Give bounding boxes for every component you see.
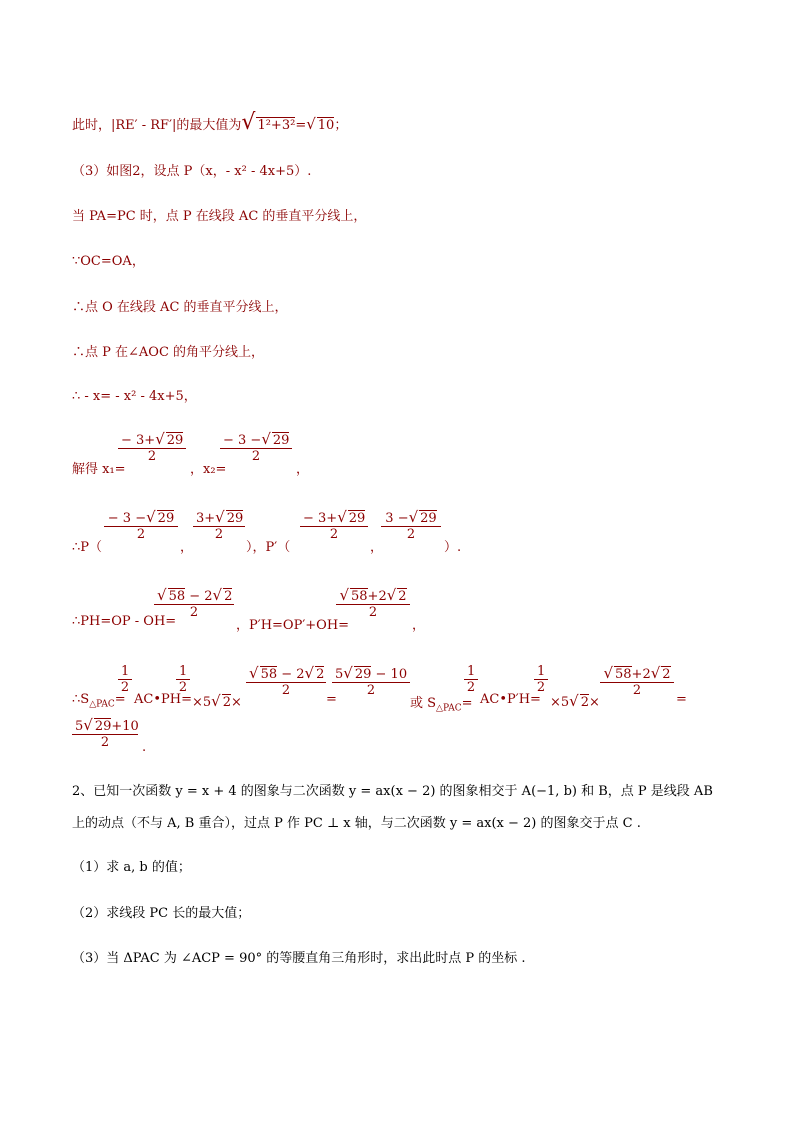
fraction-area-2 — [332, 664, 410, 698]
ph-end: ， — [412, 618, 426, 633]
fraction-half-2 — [176, 664, 190, 695]
denominator: 2 — [281, 683, 291, 698]
solution-line-2: （3）如图2，设点 P（x，- x² - 4x+5）. — [72, 164, 312, 179]
radicand: 2 — [224, 589, 233, 604]
denominator: 2 — [214, 527, 224, 542]
radical-sign: √ — [212, 586, 223, 604]
fraction-pph — [336, 586, 410, 620]
fraction-area-3 — [600, 664, 674, 698]
q2-part-3: （3）当 ΔPAC 为 ∠ACP = 90° 的等腰直角三角形时，求出此时点 P 的坐标 . — [72, 951, 526, 966]
area-eq3: = — [676, 692, 687, 707]
radicand: 58 — [351, 589, 368, 604]
ph-sep: ，P′H=OP′+OH= — [236, 618, 350, 633]
points-mid: ），P′（ — [246, 540, 291, 555]
solve-end: ， — [296, 462, 310, 477]
num-text: − 2 — [277, 667, 305, 682]
denominator: 2 — [632, 683, 642, 698]
q2-part-1: （1）求 a, b 的值； — [72, 860, 191, 875]
s-subscript: △PAC — [89, 699, 115, 710]
solve-label: 解得 x₁= — [72, 462, 126, 477]
radical-sign: √ — [83, 716, 93, 734]
radicand: 58 — [615, 667, 632, 682]
num-text: − 3 − — [223, 433, 262, 448]
num-text: − 10 — [371, 667, 408, 682]
denominator: 2 — [147, 449, 157, 464]
radical-sign: √ — [343, 664, 353, 682]
denominator: 2 — [100, 735, 110, 750]
radicand: 29 — [166, 433, 184, 448]
radicand: 1²+3² — [257, 118, 296, 133]
fraction-pa — [104, 508, 178, 542]
q2-line-1: 2、已知一次函数 y = x + 4 的图象与二次函数 y = ax(x − 2) 的图象相交于 A(−1, b) 和 B，点 P 是线段 AB — [72, 784, 713, 799]
num-text: +10 — [111, 719, 139, 734]
area-end: . — [142, 740, 147, 755]
numerator: 1 — [467, 664, 476, 679]
radicand: 2 — [316, 667, 325, 682]
radicand: 2 — [222, 695, 232, 710]
denominator: 2 — [189, 605, 199, 620]
area-t2: AC•P′H= — [480, 692, 541, 707]
points-end: ）. — [444, 540, 462, 555]
radicand: 58 — [260, 667, 278, 682]
radicand: 58 — [168, 589, 186, 604]
fraction-pd — [381, 508, 441, 542]
radical-sign: √ — [603, 664, 613, 682]
radicand: 29 — [226, 511, 244, 526]
times: × — [589, 695, 600, 710]
denominator: 2 — [406, 527, 416, 542]
fraction-pb — [193, 508, 245, 542]
numerator: 1 — [121, 664, 130, 679]
denominator: 2 — [178, 680, 188, 695]
radicand: 29 — [157, 511, 175, 526]
num-text: 3+ — [196, 511, 216, 526]
solution-line-7: ∴ - x= - x² - 4x+5， — [72, 389, 197, 404]
radicand: 29 — [272, 433, 290, 448]
solution-line-4: ∵OC=OA， — [72, 254, 145, 269]
radical-sign: √ — [249, 664, 259, 682]
radicand-10: 10 — [317, 118, 335, 133]
num-text: +2 — [631, 667, 651, 682]
denominator: 2 — [368, 605, 378, 620]
solution-line-5: ∴点 O 在线段 AC 的垂直平分线上， — [72, 300, 288, 315]
radicand: 29 — [354, 667, 372, 682]
q2-part-2: （2）求线段 PC 长的最大值； — [72, 906, 251, 921]
radicand: 2 — [662, 667, 671, 682]
radicand: 2 — [580, 695, 590, 710]
numerator: 1 — [537, 664, 546, 679]
ph-label: ∴PH=OP - OH= — [72, 614, 177, 629]
fraction-half-3 — [464, 664, 478, 695]
radicand: 29 — [420, 511, 437, 526]
fraction-area-1 — [246, 664, 326, 698]
q2-line-2: 上的动点（不与 A, B 重合），过点 P 作 PC ⊥ x 轴，与二次函数 y = ax(x − 2) 的图象交于点 C . — [72, 816, 641, 831]
radical-sign: √ — [386, 586, 397, 604]
points-comma-1: ， — [180, 540, 194, 555]
denominator: 2 — [329, 527, 339, 542]
radical-sign: √ — [146, 508, 156, 526]
radical-sign: √ — [304, 664, 315, 682]
radicand: 29 — [94, 719, 112, 734]
equals: = — [461, 696, 473, 711]
radical-sign: √ — [306, 115, 316, 133]
num-text: − 3+ — [303, 511, 338, 526]
radical-sign: √ — [215, 508, 225, 526]
radicand: 2 — [398, 589, 407, 604]
radical-sign: √ — [211, 692, 221, 710]
fraction-x2 — [220, 430, 292, 464]
num-text: − 3 − — [107, 511, 147, 526]
radical-sign: √ — [337, 508, 347, 526]
num-text: 3 − — [385, 511, 409, 526]
num-text: 5 — [335, 667, 344, 682]
points-comma-2: ， — [370, 540, 384, 555]
solution-line-1 — [72, 110, 347, 135]
denominator: 2 — [466, 680, 476, 695]
times-5: ×5 — [550, 695, 570, 710]
s-subscript: △PAC — [436, 703, 462, 714]
fraction-ph — [154, 586, 234, 620]
num-text: 5 — [75, 719, 84, 734]
solution-line-3: 当 PA=PC 时，点 P 在线段 AC 的垂直平分线上， — [72, 209, 367, 224]
area-eq2: = — [326, 692, 337, 707]
equals: = — [114, 692, 126, 707]
numerator: 1 — [179, 664, 188, 679]
fraction-pc — [300, 508, 368, 542]
equals: = — [295, 118, 307, 133]
radical-sign: √ — [339, 586, 349, 604]
area-times5-2 — [550, 692, 600, 710]
text-prefix: 此时，|RE′ - RF′|的最大值为 — [72, 118, 242, 133]
semicolon: ； — [334, 118, 348, 133]
fraction-x1 — [118, 430, 186, 464]
area-times5 — [192, 692, 242, 710]
radical-sign: √ — [569, 692, 579, 710]
area-t1: AC•PH= — [134, 692, 192, 707]
solve-sep: ，x₂= — [190, 462, 227, 477]
radical-sign: √ — [155, 430, 165, 448]
num-text: +2 — [367, 589, 387, 604]
denominator: 2 — [251, 449, 261, 464]
s-label: ∴S — [72, 692, 90, 707]
denominator: 2 — [120, 680, 130, 695]
fraction-half-1 — [118, 664, 132, 695]
radicand: 29 — [348, 511, 366, 526]
radical-sign: √ — [261, 430, 271, 448]
radical-sign: √ — [241, 110, 256, 135]
num-text: − 2 — [185, 589, 213, 604]
times: × — [231, 695, 242, 710]
solution-line-6: ∴点 P 在∠AOC 的角平分线上， — [72, 345, 265, 360]
denominator: 2 — [136, 527, 146, 542]
denominator: 2 — [536, 680, 546, 695]
num-text: − 3+ — [121, 433, 156, 448]
area-or — [410, 692, 473, 714]
or-s-label: 或 S — [410, 696, 437, 711]
points-label: ∴P（ — [72, 540, 103, 555]
radical-sign: √ — [408, 508, 419, 526]
denominator: 2 — [366, 683, 376, 698]
radical-sign: √ — [157, 586, 167, 604]
times-5: ×5 — [192, 695, 212, 710]
fraction-area-result — [72, 716, 138, 750]
fraction-half-4 — [534, 664, 548, 695]
radical-sign: √ — [650, 664, 661, 682]
